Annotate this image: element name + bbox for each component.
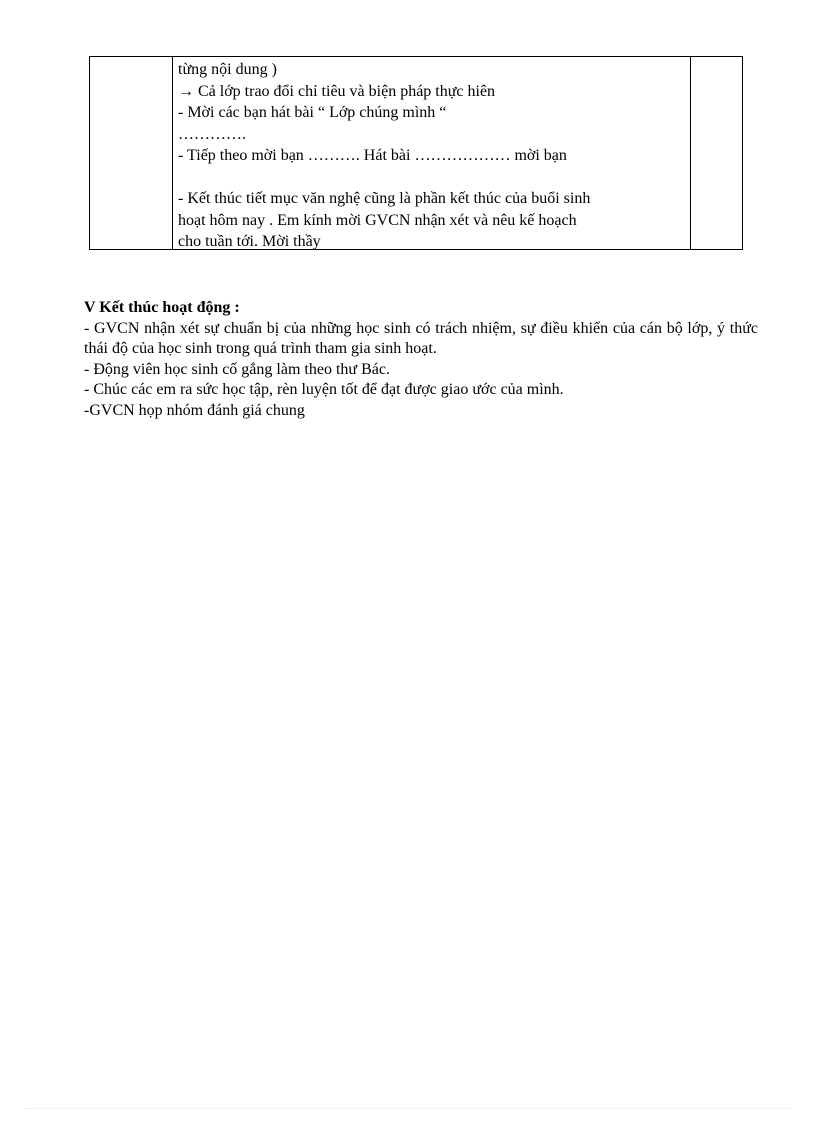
content-line: → Cả lớp trao đổi chỉ tiêu và biện pháp thực hiên bbox=[178, 82, 496, 100]
content-line: - Kết thúc tiết mục văn nghệ cũng là phần kết thúc của buổi sinh bbox=[178, 190, 591, 207]
section-paragraph: - GVCN nhận xét sự chuẩn bị của những học sinh có trách nhiệm, sự điều khiển của cán bộ lớp, ý thức thái độ của học sinh trong quá trình tham gia sinh hoạt. bbox=[84, 319, 758, 357]
blank-line bbox=[178, 167, 686, 189]
content-line: từng nội dung ) bbox=[178, 61, 277, 78]
content-line: - Tiếp theo mời bạn ………. Hát bài ……………… mời bạn bbox=[178, 147, 567, 164]
section-paragraph: - Chúc các em ra sức học tập, rèn luyện tốt để đạt được giao ước của mình. bbox=[84, 381, 564, 398]
content-line: - Mời các bạn hát bài “ Lớp chúng mình “ bbox=[178, 104, 447, 121]
table-cell-content bbox=[173, 57, 691, 250]
section-paragraph: -GVCN họp nhóm đánh giá chung bbox=[84, 401, 305, 419]
activity-table bbox=[89, 56, 743, 250]
table-cell-left bbox=[90, 57, 173, 250]
content-line: cho tuần tới. Mời thầy bbox=[178, 233, 321, 250]
page-footer-rule bbox=[24, 1108, 792, 1109]
content-line: hoạt hôm nay . Em kính mời GVCN nhận xét và nêu kế hoạch bbox=[178, 211, 577, 229]
content-line: …………. bbox=[178, 125, 246, 143]
table-cell-right bbox=[691, 57, 743, 250]
section-paragraph: - Động viên học sinh cố gắng làm theo thư Bác. bbox=[84, 360, 390, 378]
table-row bbox=[90, 57, 743, 250]
cell-content bbox=[173, 57, 690, 249]
section-heading: V Kết thúc hoạt động : bbox=[84, 299, 240, 316]
closing-section bbox=[84, 298, 758, 421]
